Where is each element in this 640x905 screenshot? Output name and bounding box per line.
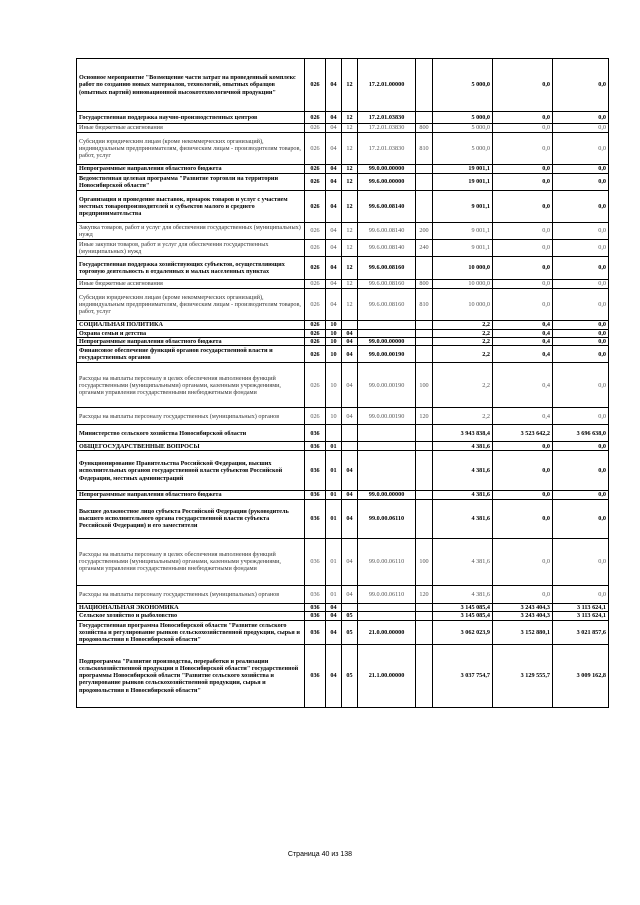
row-name: Расходы на выплаты персоналу в целях обеспечения выполнения функций государственными (муниципальными) органами, казенными учреждениями, органами управления государственными внебюджетными фондами [77, 538, 305, 585]
amount-year-2: 0,0 [493, 451, 553, 491]
section-code: 01 [326, 451, 342, 491]
amount-year-1: 2,2 [433, 338, 493, 346]
amount-year-1: 19 001,1 [433, 165, 493, 174]
expense-type-code [416, 611, 433, 620]
grbs-code: 026 [305, 59, 326, 112]
row-name: Иные бюджетные ассигнования [77, 280, 305, 289]
subsection-code [342, 425, 358, 442]
amount-year-3: 0,0 [553, 491, 609, 499]
amount-year-1: 2,2 [433, 363, 493, 408]
expense-type-code [416, 165, 433, 174]
subsection-code: 12 [342, 280, 358, 289]
grbs-code: 036 [305, 585, 326, 603]
amount-year-2: 0,0 [493, 280, 553, 289]
amount-year-1: 10 000,0 [433, 289, 493, 321]
section-code: 04 [326, 59, 342, 112]
section-code: 04 [326, 223, 342, 240]
subsection-code: 04 [342, 330, 358, 338]
amount-year-2: 0,0 [493, 124, 553, 133]
subsection-code: 12 [342, 223, 358, 240]
grbs-code: 026 [305, 133, 326, 165]
section-code: 10 [326, 408, 342, 425]
subsection-code: 04 [342, 491, 358, 499]
section-code: 01 [326, 585, 342, 603]
subsection-code: 05 [342, 620, 358, 644]
amount-year-3: 0,0 [553, 442, 609, 451]
expense-type-code [416, 330, 433, 338]
amount-year-3: 0,0 [553, 280, 609, 289]
grbs-code: 036 [305, 491, 326, 499]
expense-type-code: 120 [416, 585, 433, 603]
subsection-code: 05 [342, 611, 358, 620]
amount-year-1: 2,2 [433, 321, 493, 330]
expense-type-code: 100 [416, 363, 433, 408]
amount-year-1: 5 000,0 [433, 133, 493, 165]
amount-year-2: 0,0 [493, 191, 553, 223]
amount-year-1: 2,2 [433, 346, 493, 363]
amount-year-1: 4 381,6 [433, 442, 493, 451]
amount-year-2: 0,4 [493, 330, 553, 338]
section-code: 04 [326, 289, 342, 321]
table-row [77, 363, 609, 408]
amount-year-2: 0,0 [493, 133, 553, 165]
amount-year-1: 4 381,6 [433, 538, 493, 585]
amount-year-1: 5 000,0 [433, 112, 493, 124]
grbs-code: 026 [305, 346, 326, 363]
target-article-code: 17.2.01.03830 [358, 112, 416, 124]
target-article-code: 21.0.00.00000 [358, 620, 416, 644]
row-name: СОЦИАЛЬНАЯ ПОЛИТИКА [77, 321, 305, 330]
section-code: 04 [326, 165, 342, 174]
grbs-code: 036 [305, 538, 326, 585]
amount-year-1: 5 000,0 [433, 124, 493, 133]
amount-year-2: 0,0 [493, 289, 553, 321]
amount-year-3: 3 113 624,1 [553, 611, 609, 620]
amount-year-1: 9 001,1 [433, 191, 493, 223]
table-row [77, 191, 609, 223]
amount-year-3: 0,0 [553, 133, 609, 165]
section-code: 04 [326, 644, 342, 707]
grbs-code: 026 [305, 338, 326, 346]
subsection-code: 04 [342, 499, 358, 538]
subsection-code [342, 603, 358, 611]
row-name: Государственная поддержка научно-производственных центров [77, 112, 305, 124]
grbs-code: 026 [305, 112, 326, 124]
section-code: 10 [326, 346, 342, 363]
table-row [77, 603, 609, 611]
grbs-code: 026 [305, 165, 326, 174]
amount-year-2: 0,0 [493, 165, 553, 174]
expense-type-code [416, 644, 433, 707]
expense-type-code: 200 [416, 223, 433, 240]
target-article-code: 99.6.00.08140 [358, 191, 416, 223]
subsection-code: 12 [342, 59, 358, 112]
table-row [77, 611, 609, 620]
table-row [77, 257, 609, 280]
section-code: 04 [326, 620, 342, 644]
grbs-code: 026 [305, 330, 326, 338]
subsection-code: 04 [342, 346, 358, 363]
table-row [77, 330, 609, 338]
subsection-code [342, 321, 358, 330]
amount-year-2: 0,0 [493, 442, 553, 451]
page-footer: Страница 40 из 138 [287, 851, 353, 858]
amount-year-1: 10 000,0 [433, 257, 493, 280]
amount-year-3: 0,0 [553, 321, 609, 330]
section-code: 04 [326, 257, 342, 280]
subsection-code [342, 442, 358, 451]
amount-year-3: 0,0 [553, 408, 609, 425]
table-row [77, 124, 609, 133]
section-code [326, 425, 342, 442]
target-article-code: 17.2.01.03830 [358, 124, 416, 133]
amount-year-2: 0,4 [493, 346, 553, 363]
amount-year-3: 0,0 [553, 346, 609, 363]
target-article-code: 99.6.00.08140 [358, 223, 416, 240]
grbs-code: 026 [305, 174, 326, 191]
amount-year-2: 0,0 [493, 59, 553, 112]
amount-year-3: 0,0 [553, 257, 609, 280]
section-code: 01 [326, 538, 342, 585]
budget-table [76, 58, 609, 708]
grbs-code: 036 [305, 425, 326, 442]
subsection-code: 04 [342, 338, 358, 346]
amount-year-2: 0,0 [493, 491, 553, 499]
section-code: 04 [326, 191, 342, 223]
grbs-code: 036 [305, 644, 326, 707]
target-article-code: 99.0.00.00190 [358, 346, 416, 363]
amount-year-1: 3 062 023,9 [433, 620, 493, 644]
target-article-code: 99.0.00.06110 [358, 585, 416, 603]
target-article-code: 99.0.00.00190 [358, 408, 416, 425]
subsection-code: 04 [342, 363, 358, 408]
table-row [77, 223, 609, 240]
grbs-code: 026 [305, 408, 326, 425]
table-row [77, 644, 609, 707]
target-article-code: 99.6.00.08160 [358, 289, 416, 321]
row-name: Финансовое обеспечение функций органов государственной власти и государственных органов [77, 346, 305, 363]
amount-year-1: 3 145 085,4 [433, 611, 493, 620]
target-article-code: 99.0.00.00000 [358, 165, 416, 174]
subsection-code: 05 [342, 644, 358, 707]
amount-year-1: 5 000,0 [433, 59, 493, 112]
section-code: 04 [326, 240, 342, 257]
expense-type-code [416, 59, 433, 112]
table-row [77, 442, 609, 451]
amount-year-1: 9 001,1 [433, 240, 493, 257]
section-code: 04 [326, 124, 342, 133]
section-code: 10 [326, 363, 342, 408]
expense-type-code [416, 451, 433, 491]
row-name: НАЦИОНАЛЬНАЯ ЭКОНОМИКА [77, 603, 305, 611]
amount-year-3: 0,0 [553, 451, 609, 491]
grbs-code: 026 [305, 124, 326, 133]
row-name: Высшее должностное лицо субъекта Российской Федерации (руководитель высшего исполнительного органа государственной власти субъекта Российской Федерации) и его заместители [77, 499, 305, 538]
subsection-code: 12 [342, 257, 358, 280]
section-code: 10 [326, 338, 342, 346]
section-code: 04 [326, 174, 342, 191]
amount-year-2: 3 523 642,2 [493, 425, 553, 442]
table-row [77, 112, 609, 124]
subsection-code: 12 [342, 174, 358, 191]
subsection-code: 12 [342, 165, 358, 174]
subsection-code: 12 [342, 240, 358, 257]
target-article-code: 21.1.00.00000 [358, 644, 416, 707]
amount-year-2: 0,0 [493, 257, 553, 280]
expense-type-code: 100 [416, 538, 433, 585]
grbs-code: 026 [305, 240, 326, 257]
grbs-code: 026 [305, 363, 326, 408]
row-name: Расходы на выплаты персоналу государственных (муниципальных) органов [77, 585, 305, 603]
amount-year-2: 3 243 404,3 [493, 611, 553, 620]
target-article-code: 99.6.00.08160 [358, 257, 416, 280]
amount-year-3: 0,0 [553, 223, 609, 240]
target-article-code: 99.6.00.08140 [358, 240, 416, 257]
grbs-code: 026 [305, 223, 326, 240]
table-row [77, 538, 609, 585]
target-article-code [358, 321, 416, 330]
expense-type-code [416, 499, 433, 538]
table-row [77, 289, 609, 321]
row-name: Иные бюджетные ассигнования [77, 124, 305, 133]
grbs-code: 026 [305, 280, 326, 289]
table-row [77, 59, 609, 112]
amount-year-2: 0,4 [493, 321, 553, 330]
expense-type-code [416, 112, 433, 124]
expense-type-code: 120 [416, 408, 433, 425]
amount-year-1: 2,2 [433, 330, 493, 338]
amount-year-1: 9 001,1 [433, 223, 493, 240]
row-name: Закупка товаров, работ и услуг для обеспечения государственных (муниципальных) нужд [77, 223, 305, 240]
amount-year-3: 0,0 [553, 338, 609, 346]
section-code: 01 [326, 499, 342, 538]
table-row [77, 165, 609, 174]
table-row [77, 338, 609, 346]
target-article-code: 17.2.01.03830 [358, 133, 416, 165]
target-article-code [358, 611, 416, 620]
expense-type-code: 800 [416, 124, 433, 133]
subsection-code: 04 [342, 408, 358, 425]
expense-type-code [416, 321, 433, 330]
amount-year-1: 4 381,6 [433, 491, 493, 499]
target-article-code [358, 425, 416, 442]
table-row [77, 280, 609, 289]
amount-year-2: 0,0 [493, 240, 553, 257]
section-code: 01 [326, 442, 342, 451]
grbs-code: 036 [305, 620, 326, 644]
grbs-code: 036 [305, 499, 326, 538]
grbs-code: 036 [305, 442, 326, 451]
row-name: Субсидии юридическим лицам (кроме некоммерческих организаций), индивидуальным предпринимателям, физическим лицам - производителям товаров, работ, услуг [77, 133, 305, 165]
section-code: 04 [326, 112, 342, 124]
amount-year-2: 0,0 [493, 174, 553, 191]
amount-year-2: 3 129 555,7 [493, 644, 553, 707]
expense-type-code: 800 [416, 280, 433, 289]
amount-year-3: 0,0 [553, 363, 609, 408]
target-article-code: 99.0.00.06110 [358, 499, 416, 538]
row-name: Государственная поддержка хозяйствующих субъектов, осуществляющих торговую деятельность в отдаленных и малых населенных пунктах [77, 257, 305, 280]
amount-year-2: 0,0 [493, 223, 553, 240]
grbs-code: 026 [305, 289, 326, 321]
grbs-code: 026 [305, 257, 326, 280]
target-article-code [358, 603, 416, 611]
amount-year-2: 3 243 404,3 [493, 603, 553, 611]
row-name: Основное мероприятие "Возмещение части затрат на проведенный комплекс работ по созданию новых материалов, технологий, опытных образцов (опытных партий) инновационной высокотехнологичной продукции" [77, 59, 305, 112]
row-name: ОБЩЕГОСУДАРСТВЕННЫЕ ВОПРОСЫ [77, 442, 305, 451]
expense-type-code [416, 346, 433, 363]
amount-year-2: 0,4 [493, 338, 553, 346]
expense-type-code [416, 174, 433, 191]
amount-year-3: 0,0 [553, 240, 609, 257]
expense-type-code [416, 191, 433, 223]
section-code: 04 [326, 280, 342, 289]
amount-year-1: 2,2 [433, 408, 493, 425]
table-row [77, 451, 609, 491]
expense-type-code [416, 257, 433, 280]
expense-type-code [416, 603, 433, 611]
target-article-code: 99.6.00.08160 [358, 280, 416, 289]
target-article-code: 99.0.00.00000 [358, 491, 416, 499]
target-article-code: 99.0.00.06110 [358, 538, 416, 585]
row-name: Расходы на выплаты персоналу государственных (муниципальных) органов [77, 408, 305, 425]
grbs-code: 036 [305, 451, 326, 491]
amount-year-3: 0,0 [553, 499, 609, 538]
amount-year-1: 3 943 838,4 [433, 425, 493, 442]
target-article-code [358, 451, 416, 491]
expense-type-code [416, 442, 433, 451]
subsection-code: 12 [342, 191, 358, 223]
section-code: 10 [326, 330, 342, 338]
table-body [77, 59, 609, 708]
grbs-code: 026 [305, 321, 326, 330]
row-name: Подпрограмма "Развитие производства, переработки и реализации сельскохозяйственной продукции в Новосибирской области" государственной программы Новосибирской области "Развитие сельского хозяйства и регулирование рынков сельскохозяйственной продукции, сырья и продовольствия в Новосибирской области" [77, 644, 305, 707]
amount-year-3: 0,0 [553, 112, 609, 124]
amount-year-3: 0,0 [553, 191, 609, 223]
amount-year-1: 4 381,6 [433, 499, 493, 538]
row-name: Ведомственная целевая программа "Развитие торговли на территории Новосибирской области" [77, 174, 305, 191]
amount-year-3: 0,0 [553, 289, 609, 321]
target-article-code: 99.0.00.00190 [358, 363, 416, 408]
amount-year-3: 3 696 638,0 [553, 425, 609, 442]
table-row [77, 240, 609, 257]
table-row [77, 620, 609, 644]
subsection-code: 04 [342, 451, 358, 491]
amount-year-3: 0,0 [553, 538, 609, 585]
amount-year-3: 0,0 [553, 165, 609, 174]
section-code: 04 [326, 603, 342, 611]
amount-year-3: 3 021 857,6 [553, 620, 609, 644]
row-name: Организация и проведение выставок, ярмарок товаров и услуг с участием местных товаропроизводителей и субъектов малого и среднего предпринимательства [77, 191, 305, 223]
table-row [77, 174, 609, 191]
expense-type-code [416, 338, 433, 346]
target-article-code [358, 442, 416, 451]
amount-year-2: 0,0 [493, 499, 553, 538]
amount-year-2: 0,0 [493, 538, 553, 585]
table-row [77, 585, 609, 603]
amount-year-2: 0,0 [493, 585, 553, 603]
subsection-code: 12 [342, 112, 358, 124]
grbs-code: 036 [305, 611, 326, 620]
subsection-code: 12 [342, 289, 358, 321]
target-article-code: 17.2.01.00000 [358, 59, 416, 112]
row-name: Министерство сельского хозяйства Новосибирской области [77, 425, 305, 442]
row-name: Государственная программа Новосибирской области "Развитие сельского хозяйства и регулирование рынков сельскохозяйственной продукции, сырья и продовольствия в Новосибирской области" [77, 620, 305, 644]
amount-year-3: 3 009 162,8 [553, 644, 609, 707]
amount-year-3: 0,0 [553, 330, 609, 338]
grbs-code: 026 [305, 191, 326, 223]
expense-type-code [416, 491, 433, 499]
table-row [77, 321, 609, 330]
amount-year-3: 3 113 624,1 [553, 603, 609, 611]
table-row [77, 425, 609, 442]
subsection-code: 04 [342, 585, 358, 603]
row-name: Сельское хозяйство и рыболовство [77, 611, 305, 620]
amount-year-1: 4 381,6 [433, 585, 493, 603]
expense-type-code: 810 [416, 289, 433, 321]
expense-type-code: 810 [416, 133, 433, 165]
table-row [77, 499, 609, 538]
target-article-code [358, 330, 416, 338]
section-code: 01 [326, 491, 342, 499]
row-name: Субсидии юридическим лицам (кроме некоммерческих организаций), индивидуальным предпринимателям, физическим лицам - производителям товаров, работ, услуг [77, 289, 305, 321]
subsection-code: 12 [342, 124, 358, 133]
row-name: Непрограммные направления областного бюджета [77, 338, 305, 346]
table-row [77, 346, 609, 363]
table-row [77, 133, 609, 165]
amount-year-2: 0,4 [493, 363, 553, 408]
subsection-code: 12 [342, 133, 358, 165]
amount-year-2: 0,0 [493, 112, 553, 124]
section-code: 04 [326, 133, 342, 165]
table-row [77, 408, 609, 425]
amount-year-1: 10 000,0 [433, 280, 493, 289]
grbs-code: 036 [305, 603, 326, 611]
amount-year-2: 3 152 880,1 [493, 620, 553, 644]
row-name: Непрограммные направления областного бюджета [77, 165, 305, 174]
section-code: 10 [326, 321, 342, 330]
subsection-code: 04 [342, 538, 358, 585]
amount-year-1: 4 381,6 [433, 451, 493, 491]
amount-year-2: 0,4 [493, 408, 553, 425]
amount-year-3: 0,0 [553, 59, 609, 112]
table-row [77, 491, 609, 499]
row-name: Охрана семьи и детства [77, 330, 305, 338]
section-code: 04 [326, 611, 342, 620]
amount-year-3: 0,0 [553, 124, 609, 133]
expense-type-code [416, 620, 433, 644]
amount-year-1: 3 145 085,4 [433, 603, 493, 611]
target-article-code: 99.6.00.00000 [358, 174, 416, 191]
amount-year-3: 0,0 [553, 585, 609, 603]
amount-year-3: 0,0 [553, 174, 609, 191]
amount-year-1: 3 037 754,7 [433, 644, 493, 707]
row-name: Функционирование Правительства Российской Федерации, высших исполнительных органов государственной власти субъектов Российской Федерации, местных администраций [77, 451, 305, 491]
row-name: Иные закупки товаров, работ и услуг для обеспечения государственных (муниципальных) нужд [77, 240, 305, 257]
row-name: Расходы на выплаты персоналу в целях обеспечения выполнения функций государственными (муниципальными) органами, казенными учреждениями, органами управления государственными внебюджетными фондами [77, 363, 305, 408]
expense-type-code: 240 [416, 240, 433, 257]
amount-year-1: 19 001,1 [433, 174, 493, 191]
row-name: Непрограммные направления областного бюджета [77, 491, 305, 499]
expense-type-code [416, 425, 433, 442]
target-article-code: 99.0.00.00000 [358, 338, 416, 346]
